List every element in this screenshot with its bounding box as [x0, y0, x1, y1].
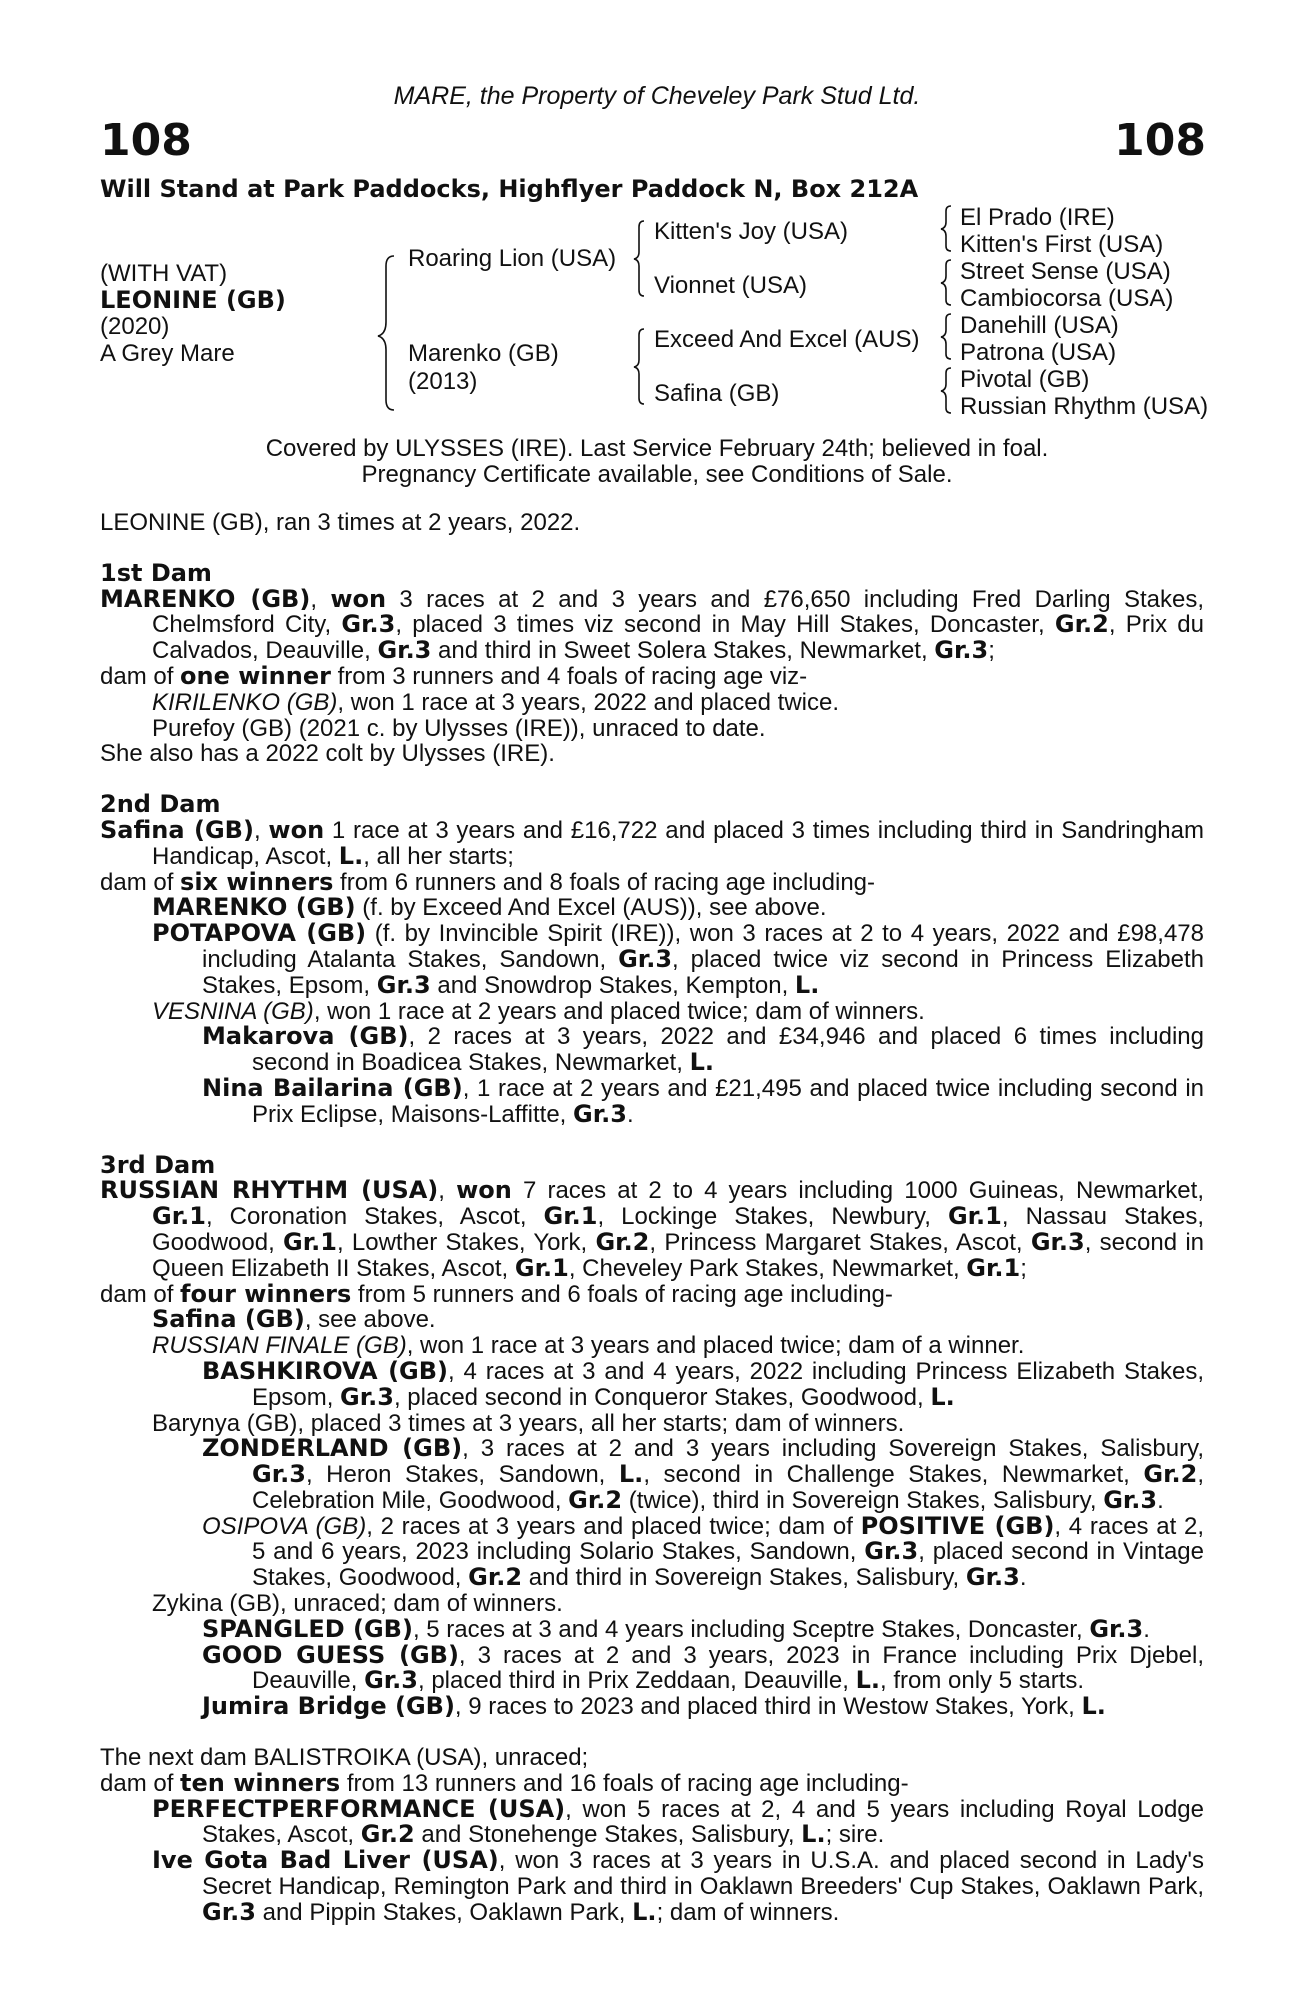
pedigree-entry: Ive Gota Bad Liver (USA), won 3 races at 3 years in U.S.A. and placed second in Lady's Secret Handicap, Remington Park and third in Oaklawn Breeders' Cup Stakes, Oaklawn Park, Gr.3 and Pippin Stakes, Oaklawn Park, L.; dam of winners. — [152, 1846, 1205, 1926]
sire-sire: Kitten's Joy (USA) — [654, 218, 848, 245]
pedigree-entry: GOOD GUESS (GB), 3 races at 2 and 3 years, 2023 in France including Prix Djebel, Deauville, Gr.3, placed third in Prix Zeddaan, Deauville, L., from only 5 starts. — [202, 1640, 1204, 1695]
pedigree-entry: BASHKIROVA (GB), 4 races at 3 and 4 years, 2022 including Princess Elizabeth Stakes, Epsom, Gr.3, placed second in Conqueror Stakes, Goodwood, L. — [202, 1356, 1204, 1411]
pedigree-entry: dam of four winners from 5 runners and 6 foals of racing age including- — [100, 1279, 893, 1308]
property-line: MARE, the Property of Cheveley Park Stud Ltd. — [393, 82, 921, 110]
pedigree-entry: Makarova (GB), 2 races at 3 years, 2022 and £34,946 and placed 6 times including second in Boadicea Stakes, Newmarket, L. — [202, 1022, 1205, 1077]
dam-sections — [100, 558, 1205, 1926]
pedigree-entry: OSIPOVA (GB), 2 races at 3 years and placed twice; dam of POSITIVE (GB), 4 races at 2, 5 and 6 years, 2023 including Solario Stakes, Sandown, Gr.3, placed second in Vintage Stakes, Goodwood, Gr.2 and third in Sovereign Stakes, Salisbury, Gr.3. — [202, 1511, 1205, 1592]
pedigree-entry: Purefoy (GB) (2021 c. by Ulysses (IRE)), unraced to date. — [152, 714, 766, 742]
section-heading: 1st Dam — [100, 558, 212, 587]
brace-g4-4 — [941, 368, 951, 413]
brace-dam — [634, 329, 644, 404]
brace-g4-1 — [941, 206, 951, 251]
ggp-1: El Prado (IRE) — [960, 204, 1115, 231]
pedigree-entry: POTAPOVA (GB) (f. by Invincible Spirit (IRE)), won 3 races at 2 to 4 years, 2022 and £98,478 including Atalanta Stakes, Sandown, Gr.3, placed twice viz second in Princess Elizabeth Stakes, Epsom, Gr.3 and Snowdrop Stakes, Kempton, L. — [152, 919, 1205, 999]
ggp-8: Russian Rhythm (USA) — [960, 393, 1209, 420]
sire-dam: Vionnet (USA) — [654, 272, 807, 299]
section-heading: 3rd Dam — [100, 1150, 216, 1179]
lot-number-left: 108 — [100, 115, 192, 166]
pedigree-entry: She also has a 2022 colt by Ulysses (IRE). — [100, 740, 555, 768]
pedigree-entry: RUSSIAN FINALE (GB), won 1 race at 3 years and placed twice; dam of a winner. — [152, 1332, 1025, 1360]
ggp-5: Danehill (USA) — [960, 312, 1119, 339]
dam-section — [100, 792, 1204, 1127]
horse-description: A Grey Mare — [100, 340, 235, 367]
pedigree-entry: MARENKO (GB) (f. by Exceed And Excel (AUS)), see above. — [152, 893, 827, 922]
sire-name: Roaring Lion (USA) — [408, 245, 617, 272]
vat-label: (WITH VAT) — [100, 260, 228, 287]
pedigree-entry: RUSSIAN RHYTHM (USA), won 7 races at 2 to 4 years including 1000 Guineas, Newmarket, Gr.1, Coronation Stakes, Ascot, Gr.1, Lockinge Stakes, Newbury, Gr.1, Nassau Stakes, Goodwood, Gr.1, Lowther Stakes, York, Gr.2, Princess Margaret Stakes, Ascot, Gr.3, second in Queen Elizabeth II Stakes, Ascot, Gr.1, Cheveley Park Stakes, Newmarket, Gr.1; — [100, 1176, 1205, 1282]
pedigree-entry: dam of one winner from 3 runners and 4 foals of racing age viz- — [100, 661, 808, 690]
lot-number-right: 108 — [1114, 115, 1206, 166]
pedigree-entry: Barynya (GB), placed 3 times at 3 years, all her starts; dam of winners. — [152, 1409, 905, 1437]
ggp-7: Pivotal (GB) — [960, 366, 1090, 393]
pedigree-entry: The next dam BALISTROIKA (USA), unraced; — [100, 1744, 589, 1772]
dam-section — [100, 1150, 1205, 1721]
pedigree-entry: Zykina (GB), unraced; dam of winners. — [152, 1590, 563, 1618]
pedigree-entry: ZONDERLAND (GB), 3 races at 2 and 3 years including Sovereign Stakes, Salisbury, Gr.3, Heron Stakes, Sandown, L., second in Challenge Stakes, Newmarket, Gr.2, Celebration Mile, Goodwood, Gr.2 (twice), third in Sovereign Stakes, Salisbury, Gr.3. — [202, 1434, 1204, 1514]
pedigree-entry: dam of ten winners from 13 runners and 16 foals of racing age including- — [100, 1768, 909, 1797]
dam-sire: Exceed And Excel (AUS) — [654, 326, 920, 353]
dam-name: Marenko (GB) — [408, 340, 559, 367]
ggp-4: Cambiocorsa (USA) — [960, 285, 1174, 312]
dam-section — [100, 558, 1205, 768]
pedigree-entry: Nina Bailarina (GB), 1 race at 2 years and £21,495 and placed twice including second in Prix Eclipse, Maisons-Laffitte, Gr.3. — [202, 1073, 1205, 1128]
pedigree-entry: Safina (GB), won 1 race at 3 years and £16,722 and placed 3 times including third in Sandringham Handicap, Ascot, L., all her starts; — [100, 815, 1204, 870]
dam-dam: Safina (GB) — [654, 380, 780, 407]
brace-g4-3 — [941, 314, 951, 359]
pedigree-entry: KIRILENKO (GB), won 1 race at 3 years, 2022 and placed twice. — [152, 688, 840, 716]
intro-line: LEONINE (GB), ran 3 times at 2 years, 2022. — [100, 509, 581, 536]
ggp-2: Kitten's First (USA) — [960, 231, 1164, 258]
brace-main — [378, 256, 394, 410]
ggp-3: Street Sense (USA) — [960, 258, 1171, 285]
dam-year: (2013) — [408, 368, 478, 395]
pedigree-entry: MARENKO (GB), won 3 races at 2 and 3 years and £76,650 including Fred Darling Stakes, Chelmsford City, Gr.3, placed 3 times viz second in May Hill Stakes, Doncaster, Gr.2, Prix du Calvados, Deauville, Gr.3 and third in Sweet Solera Stakes, Newmarket, Gr.3; — [100, 584, 1205, 665]
brace-g4-2 — [941, 260, 951, 305]
dam-section — [100, 1745, 1204, 1926]
horse-name: LEONINE (GB) — [100, 286, 286, 314]
pedigree-entry: VESNINA (GB), won 1 race at 2 years and placed twice; dam of winners. — [152, 997, 925, 1025]
catalogue-body — [100, 510, 1204, 1926]
cover-line-1: Covered by ULYSSES (IRE). Last Service February 24th; believed in foal. — [265, 435, 1049, 462]
pedigree-entry: dam of six winners from 6 runners and 8 foals of racing age including- — [100, 867, 876, 896]
pedigree-entry: Jumira Bridge (GB), 9 races to 2023 and placed third in Westow Stakes, York, L. — [202, 1692, 1106, 1721]
stand-location: Will Stand at Park Paddocks, Highflyer Paddock N, Box 212A — [100, 175, 919, 203]
section-heading: 2nd Dam — [100, 790, 221, 819]
cover-line-2: Pregnancy Certificate available, see Conditions of Sale. — [361, 461, 953, 488]
horse-year: (2020) — [100, 313, 170, 340]
pedigree-entry: SPANGLED (GB), 5 races at 3 and 4 years including Sceptre Stakes, Doncaster, Gr.3. — [202, 1614, 1150, 1643]
brace-sire — [634, 221, 644, 296]
pedigree-entry: Safina (GB), see above. — [152, 1305, 436, 1334]
ggp-6: Patrona (USA) — [960, 339, 1117, 366]
pedigree-entry: PERFECTPERFORMANCE (USA), won 5 races at 2, 4 and 5 years including Royal Lodge Stakes, Ascot, Gr.2 and Stonehenge Stakes, Salisbury, L.; sire. — [152, 1794, 1204, 1849]
